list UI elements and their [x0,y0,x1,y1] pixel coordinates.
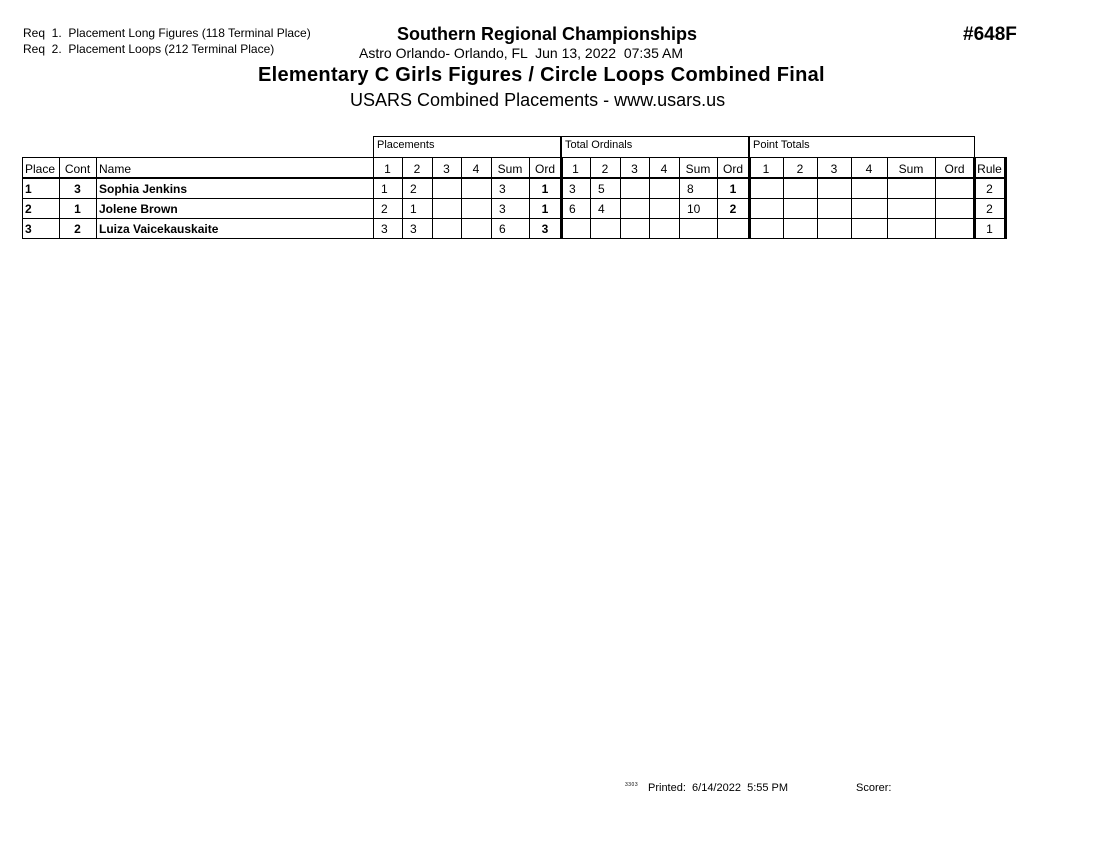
column-header-ordinal-1: 1 [572,162,579,176]
cell-placement-ord: 3 [541,222,549,236]
cell-placement-sum: 6 [499,222,506,236]
column-header-points-2: 2 [796,162,804,176]
venue-date-line: Astro Orlando- Orlando, FL Jun 13, 2022 07:35 AM [359,45,683,61]
cell-ordinal-sum: 10 [687,202,701,216]
column-header-placement-sum: Sum [497,162,523,176]
cell-ordinal-1: 6 [569,202,576,216]
cell-placement-ord: 1 [541,182,549,196]
event-title: Southern Regional Championships [397,24,698,44]
column-header-points-3: 3 [830,162,838,176]
column-header-rule: Rule [977,162,1002,176]
cell-ordinal-ord: 1 [729,182,737,196]
cell-ordinal-1: 3 [569,182,576,196]
cell-rule: 1 [986,222,993,236]
scorer-label: Scorer: [856,782,892,794]
column-header-placement-2: 2 [413,162,421,176]
cell-placement-2: 3 [410,222,417,236]
group-header-placements: Placements [373,136,561,157]
cell-place: 1 [25,182,32,196]
cell-name: Luiza Vaicekauskaite [99,222,219,236]
column-header-points-sum: Sum [898,162,924,176]
cell-ordinal-2: 4 [598,202,605,216]
cell-cont: 2 [74,222,81,236]
cell-placement-2: 1 [410,202,417,216]
column-header-points-ord: Ord [944,162,965,176]
cell-placement-ord: 1 [541,202,549,216]
column-header-name: Name [99,162,132,176]
column-header-cont: Cont [64,162,91,176]
cell-placement-sum: 3 [499,202,506,216]
cell-ordinal-sum: 8 [687,182,694,196]
column-header-placement-3: 3 [443,162,450,176]
cell-name: Jolene Brown [99,202,178,216]
column-header-ordinal-4: 4 [660,162,668,176]
column-header-ordinal-3: 3 [631,162,638,176]
header-bottom-border [22,177,1005,179]
row-border [22,198,1005,199]
table-top-border [22,157,1005,158]
report-code: 3303 [625,782,639,788]
cell-rule: 2 [986,202,993,216]
column-header-ordinal-ord: Ord [722,162,743,176]
column-header-placement-4: 4 [472,162,480,176]
column-header-points-4: 4 [865,162,873,176]
cell-name: Sophia Jenkins [99,182,188,196]
column-header-points-1: 1 [762,162,770,176]
row-border [22,218,1005,219]
cell-place: 3 [25,222,32,236]
printed-timestamp: Printed: 6/14/2022 5:55 PM [648,782,789,794]
column-header-place: Place [25,162,56,176]
column-header-placement-ord: Ord [534,162,555,176]
column-border [96,157,97,239]
cell-rule: 2 [986,182,993,196]
column-header-placement-1: 1 [384,162,391,176]
cell-place: 2 [25,202,32,216]
group-header-total-ordinals: Total Ordinals [561,136,749,157]
cell-ordinal-ord: 2 [729,202,737,216]
cell-placement-1: 3 [381,222,388,236]
division-title: Elementary C Girls Figures / Circle Loops Combined Final [258,64,825,86]
cell-cont: 1 [74,202,81,216]
column-header-ordinal-sum: Sum [685,162,711,176]
group-header-point-totals: Point Totals [749,136,975,157]
combined-placements-subtitle: USARS Combined Placements - www.usars.us [350,90,726,110]
cell-ordinal-2: 5 [598,182,605,196]
cell-placement-sum: 3 [499,182,506,196]
requirement-line-2: Req 2. Placement Loops (212 Terminal Place) [23,42,275,56]
event-code: #648F [963,24,1017,45]
column-border [22,157,23,239]
cell-placement-2: 2 [410,182,417,196]
cell-cont: 3 [74,182,81,196]
requirement-line-1: Req 1. Placement Long Figures (118 Terminal Place) [23,26,311,40]
column-header-ordinal-2: 2 [601,162,609,176]
cell-placement-1: 2 [381,202,388,216]
cell-placement-1: 1 [381,182,388,196]
row-border [22,238,1005,239]
